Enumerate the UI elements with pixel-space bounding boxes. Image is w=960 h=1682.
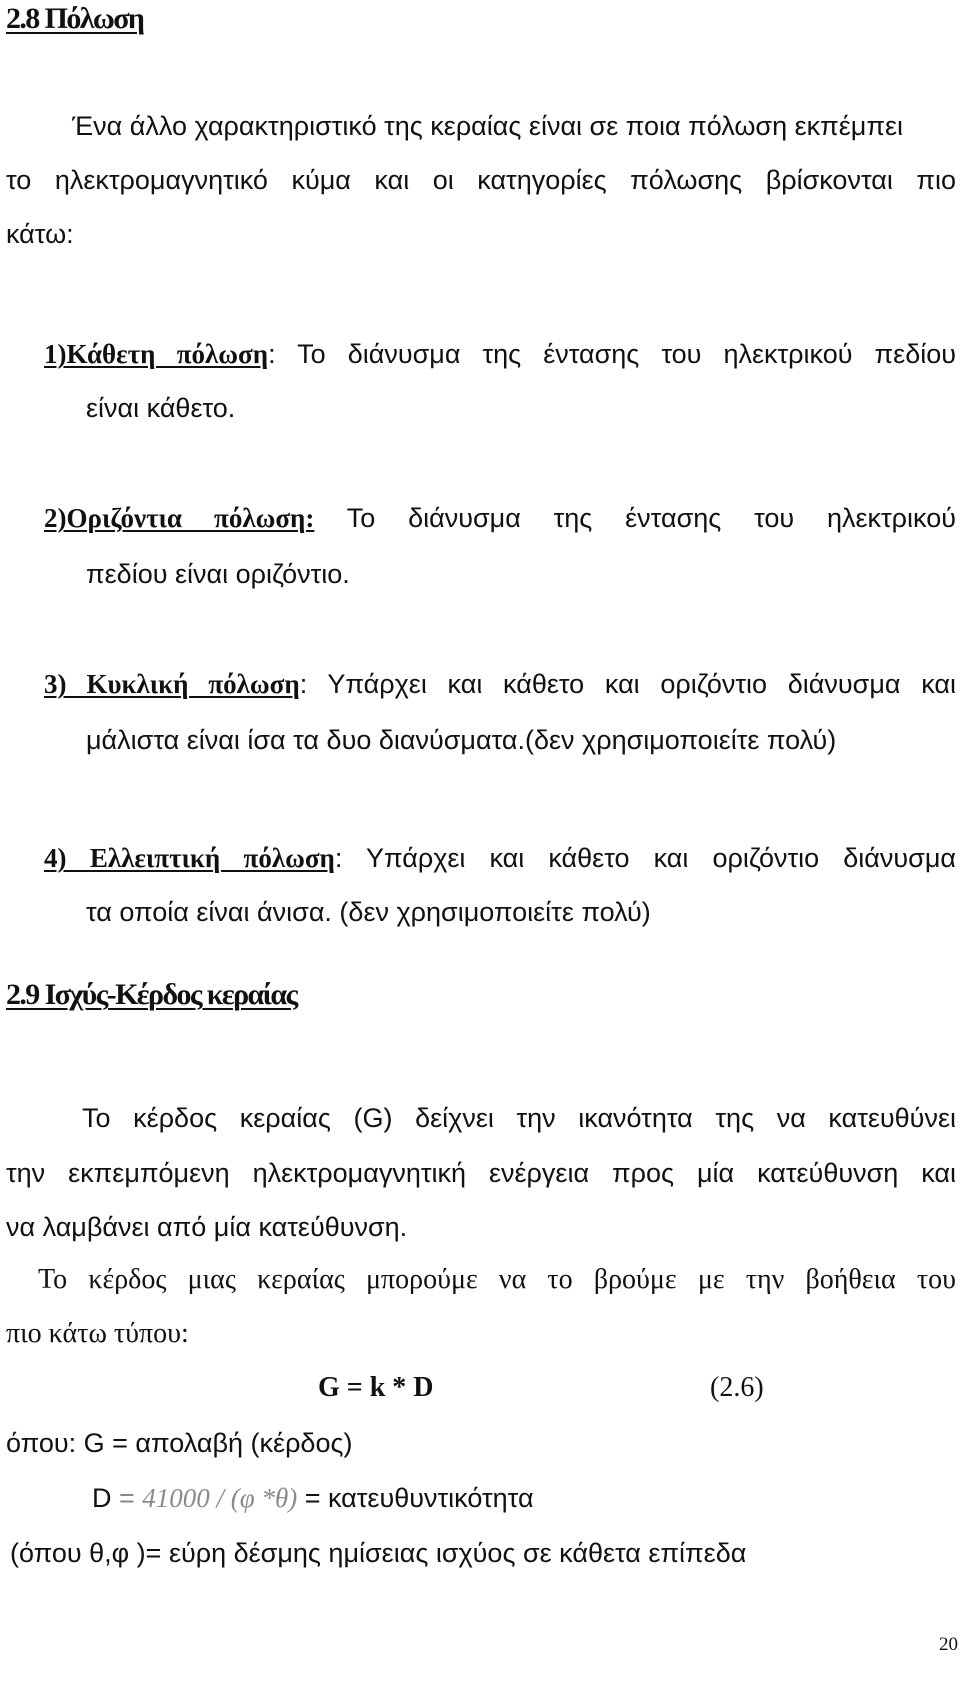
directivity-definition: = κατευθυντικότητα bbox=[297, 1483, 534, 1513]
intro-line-3: κάτω: bbox=[6, 219, 74, 249]
gain-para-line-3: να λαμβάνει από μία κατεύθυνση. bbox=[6, 1212, 408, 1242]
polarization-item-elliptical-cont: τα οποία είναι άνισα. (δεν χρησιμοποιείτε πολύ) bbox=[86, 897, 651, 927]
gain-formula: G = k * D bbox=[318, 1372, 434, 1403]
polarization-item-horizontal-cont: πεδίου είναι οριζόντιο. bbox=[86, 559, 350, 589]
item-text: : Υπάρχει και κάθετο και οριζόντιο διάνυσμα bbox=[334, 843, 956, 873]
intro-line-1 bbox=[72, 110, 956, 142]
polarization-item-elliptical bbox=[44, 842, 956, 874]
item-text: : Το διάνυσμα της έντασης του ηλεκτρικού πεδίου bbox=[268, 339, 957, 369]
item-text: Το διάνυσμα της έντασης του ηλεκτρικού bbox=[314, 503, 956, 533]
gain-para-line-1: Το κέρδος κεραίας (G) δείχνει την ικανότητα της να κατευθύνει bbox=[82, 1103, 956, 1133]
gain-para2-line-1: Το κέρδος μιας κεραίας μπορούμε να το βρούμε με την βοήθεια του bbox=[38, 1264, 956, 1295]
intro-line-2: το ηλεκτρομαγνητικό κύμα και οι κατηγορίες πόλωσης βρίσκονται πιο bbox=[6, 165, 956, 195]
polarization-item-circular bbox=[44, 668, 956, 700]
equation-number: (2.6) bbox=[710, 1372, 764, 1403]
directivity-symbol: D bbox=[92, 1483, 112, 1513]
term-horizontal-polarization: 2)Οριζόντια πόλωση: bbox=[44, 503, 315, 533]
directivity-expression: 41000 / (φ *θ) bbox=[142, 1483, 298, 1513]
equals-sign: = bbox=[111, 1483, 143, 1513]
polarization-item-horizontal bbox=[44, 502, 956, 534]
directivity-line bbox=[92, 1482, 534, 1514]
term-elliptical-polarization: 4) Ελλειπτική πόλωση bbox=[44, 843, 335, 873]
term-circular-polarization: 3) Κυκλική πόλωση bbox=[44, 669, 300, 699]
section-heading-power-gain: 2.9 Ισχύς-Κέρδος κεραίας bbox=[6, 978, 297, 1011]
term-vertical-polarization: 1)Κάθετη πόλωση bbox=[44, 339, 269, 369]
polarization-item-vertical bbox=[44, 338, 956, 370]
page-number: 20 bbox=[939, 1634, 958, 1655]
section-heading-polarization: 2.8 Πόλωση bbox=[6, 2, 144, 35]
intro-text: Ένα άλλο χαρακτηριστικό της κεραίας είναι σε ποια πόλωση εκπέμπει bbox=[72, 111, 904, 141]
polarization-item-circular-cont: μάλιστα είναι ίσα τα δυο διανύσματα.(δεν χρησιμοποιείτε πολύ) bbox=[86, 725, 837, 755]
polarization-item-vertical-cont: είναι κάθετο. bbox=[86, 393, 236, 423]
item-text: : Υπάρχει και κάθετο και οριζόντιο διάνυσμα και bbox=[299, 669, 956, 699]
gain-para-line-2: την εκπεμπόμενη ηλεκτρομαγνητική ενέργεια προς μία κατεύθυνση και bbox=[6, 1158, 956, 1188]
beamwidth-definition-line: (όπου θ,φ )= εύρη δέσμης ημίσειας ισχύος σε κάθετα επίπεδα bbox=[10, 1538, 747, 1568]
gain-para2-line-2: πιο κάτω τύπου: bbox=[6, 1318, 189, 1349]
where-gain-line: όπου: G = απολαβή (κέρδος) bbox=[6, 1428, 353, 1458]
